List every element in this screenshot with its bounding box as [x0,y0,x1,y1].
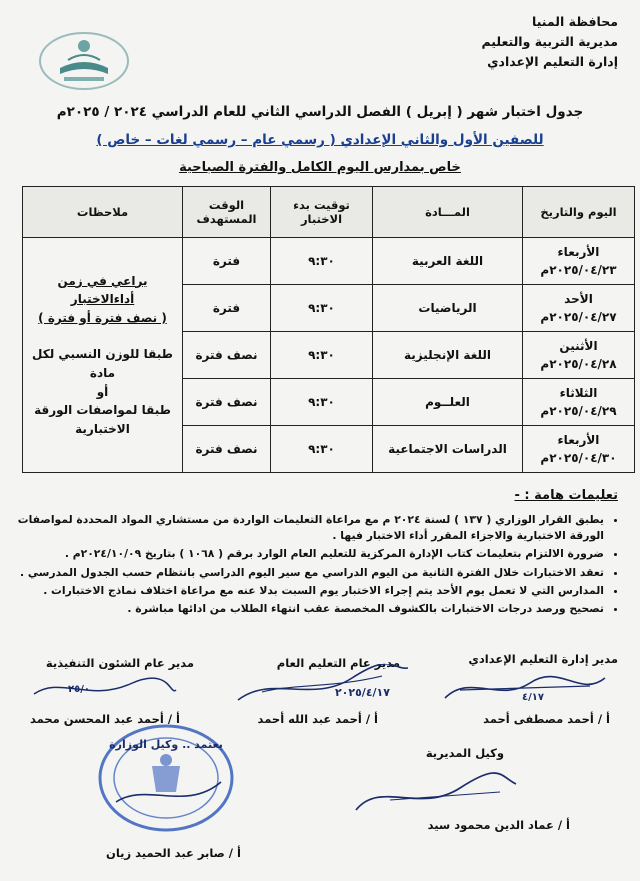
date: ٢٠٢٥/٠٤/٢٨م [540,357,617,371]
governorate-name: محافظة المنيا [532,14,618,29]
day: الأربعاء [557,433,600,447]
subject-cell: اللغة الإنجليزية [373,332,523,379]
signature-name-prep-director: أ / أحمد مصطفى أحمد [483,712,610,726]
document-scope [0,160,640,175]
header-day-date: اليوم والتاريخ [523,187,635,238]
signature-name-stamp-signer: أ / صابر عبد الحميد زيان [106,846,241,860]
target-time-cell: نصف فترة [183,426,271,473]
start-time-cell: ٩:٣٠ [271,379,373,426]
notes-line: الاختبارية [75,421,130,436]
signature-scribble [30,672,180,706]
scope-text: خاص بمدارس اليوم الكامل والفترة الصباحية [179,160,461,175]
date: ٢٠٢٥/٠٤/٢٣م [540,263,617,277]
target-time-cell: فترة [183,238,271,285]
day: الأثنين [559,339,598,353]
day-date-cell [523,285,635,332]
signature-title-exec-director: مدير عام الشئون التنفيذية [45,656,194,670]
subject-cell: اللغة العربية [373,238,523,285]
administration-name: إدارة التعليم الإعدادي [487,54,618,69]
notes-line: ( نصف فترة أو فترة ) [38,310,167,325]
target-time-cell: فترة [183,285,271,332]
start-time-cell: ٩:٣٠ [271,426,373,473]
day-date-cell [523,426,635,473]
start-time-cell: ٩:٣٠ [271,332,373,379]
signature-title-prep-director: مدير إدارة التعليم الإعدادي [468,652,618,666]
signature-date-note: ٢٥/٠ [68,684,90,695]
signature-scribble [350,770,520,818]
list-item: • تصحيح ورصد درجات الاختبارات بالكشوف المخصصة عقب انتهاء الطلاب من ادائها مباشرة . [4,601,604,617]
subject-cell: الدراسات الاجتماعية [373,426,523,473]
signature-title-deputy: وكيل المديرية [425,746,504,760]
notes-cell [23,238,183,473]
subject-cell: الرياضيات [373,285,523,332]
target-time-cell: نصف فترة [183,379,271,426]
list-item: • تعقد الاختبارات خلال الفترة الثانية من اليوم الدراسي مع سير اليوم الدراسي بانتظام حسب الجدول المدرسي . [4,565,604,581]
day: الأحد [564,292,593,306]
header-start-time: توقيت بدء الاختبار [271,187,373,238]
signature-date-note: ٤/١٧ [522,692,544,703]
list-item: • ضرورة الالتزام بتعليمات كتاب الإدارة المركزية للتعليم العام الوارد برقم ( ١٠٦٨ ) بتاريخ ٢٠٢٤/١٠/٠٩م . [4,546,604,562]
day: الأربعاء [557,245,600,259]
signature-title-general-director: مدير عام التعليم العام [276,656,400,670]
date: ٢٠٢٥/٠٤/٢٧م [540,310,617,324]
instructions-list [4,512,618,619]
header-target-time: الوقت المستهدف [183,187,271,238]
header-subject: المـــادة [373,187,523,238]
date: ٢٠٢٥/٠٤/٢٩م [540,404,617,418]
notes-line: أو [96,384,109,399]
official-stamp-icon [96,722,236,834]
start-time-cell: ٩:٣٠ [271,285,373,332]
subject-cell: العلــوم [373,379,523,426]
day-date-cell [523,379,635,426]
day-date-cell [523,332,635,379]
table-row [23,238,635,285]
notes-line: طبقا للوزن النسبي لكل [32,347,173,362]
document-subtitle [0,132,640,148]
day: الثلاثاء [559,386,598,400]
instructions-title: تعليمات هامة : - [514,488,618,503]
start-time-cell: ٩:٣٠ [271,238,373,285]
list-item: • يطبق القرار الوزاري ( ١٣٧ ) لسنة ٢٠٢٤ م مع مراعاة التعليمات الواردة من مستشاري المواد المحددة لمواصفات الورقة الاختبارية والاجزاء المقرر أداء الاختبار فيها . [4,512,604,544]
directorate-name: مديرية التربية والتعليم [481,34,618,49]
notes-line: يراعي في زمن أداءالاختبار [57,273,148,307]
document-title: جدول اختبار شهر ( إبريل ) الفصل الدراسي الثاني للعام الدراسي ٢٠٢٤ / ٢٠٢٥م [56,104,584,120]
exam-schedule-table [22,186,635,473]
target-time-cell: نصف فترة [183,332,271,379]
list-item: • المدارس التي لا تعمل يوم الأحد يتم إجراء الاختبار يوم السبت بدلا عنه مع مراعاة اختلاف نماذج الاختبارات . [4,583,604,599]
stamp-text: يعتمد .. وكيل الوزارة [109,738,223,751]
signature-name-general-director: أ / أحمد عبد الله أحمد [257,712,378,726]
date: ٢٠٢٥/٠٤/٣٠م [540,451,617,465]
header-notes: ملاحظات [23,187,183,238]
education-emblem-icon [38,30,130,92]
table-header-row [23,187,635,238]
signature-name-exec-director: أ / أحمد عبد المحسن محمد [29,712,180,726]
signature-date-note: ٢٠٢٥/٤/١٧ [334,686,390,699]
notes-line: طبقا لمواصفات الورقة [34,403,171,418]
notes-line: مادة [89,366,116,380]
day-date-cell [523,238,635,285]
signature-name-deputy: أ / عماد الدين محمود سيد [427,818,570,832]
subtitle-text: للصفين الأول والثاني الإعدادي ( رسمي عام – رسمي لغات – خاص ) [96,132,544,148]
